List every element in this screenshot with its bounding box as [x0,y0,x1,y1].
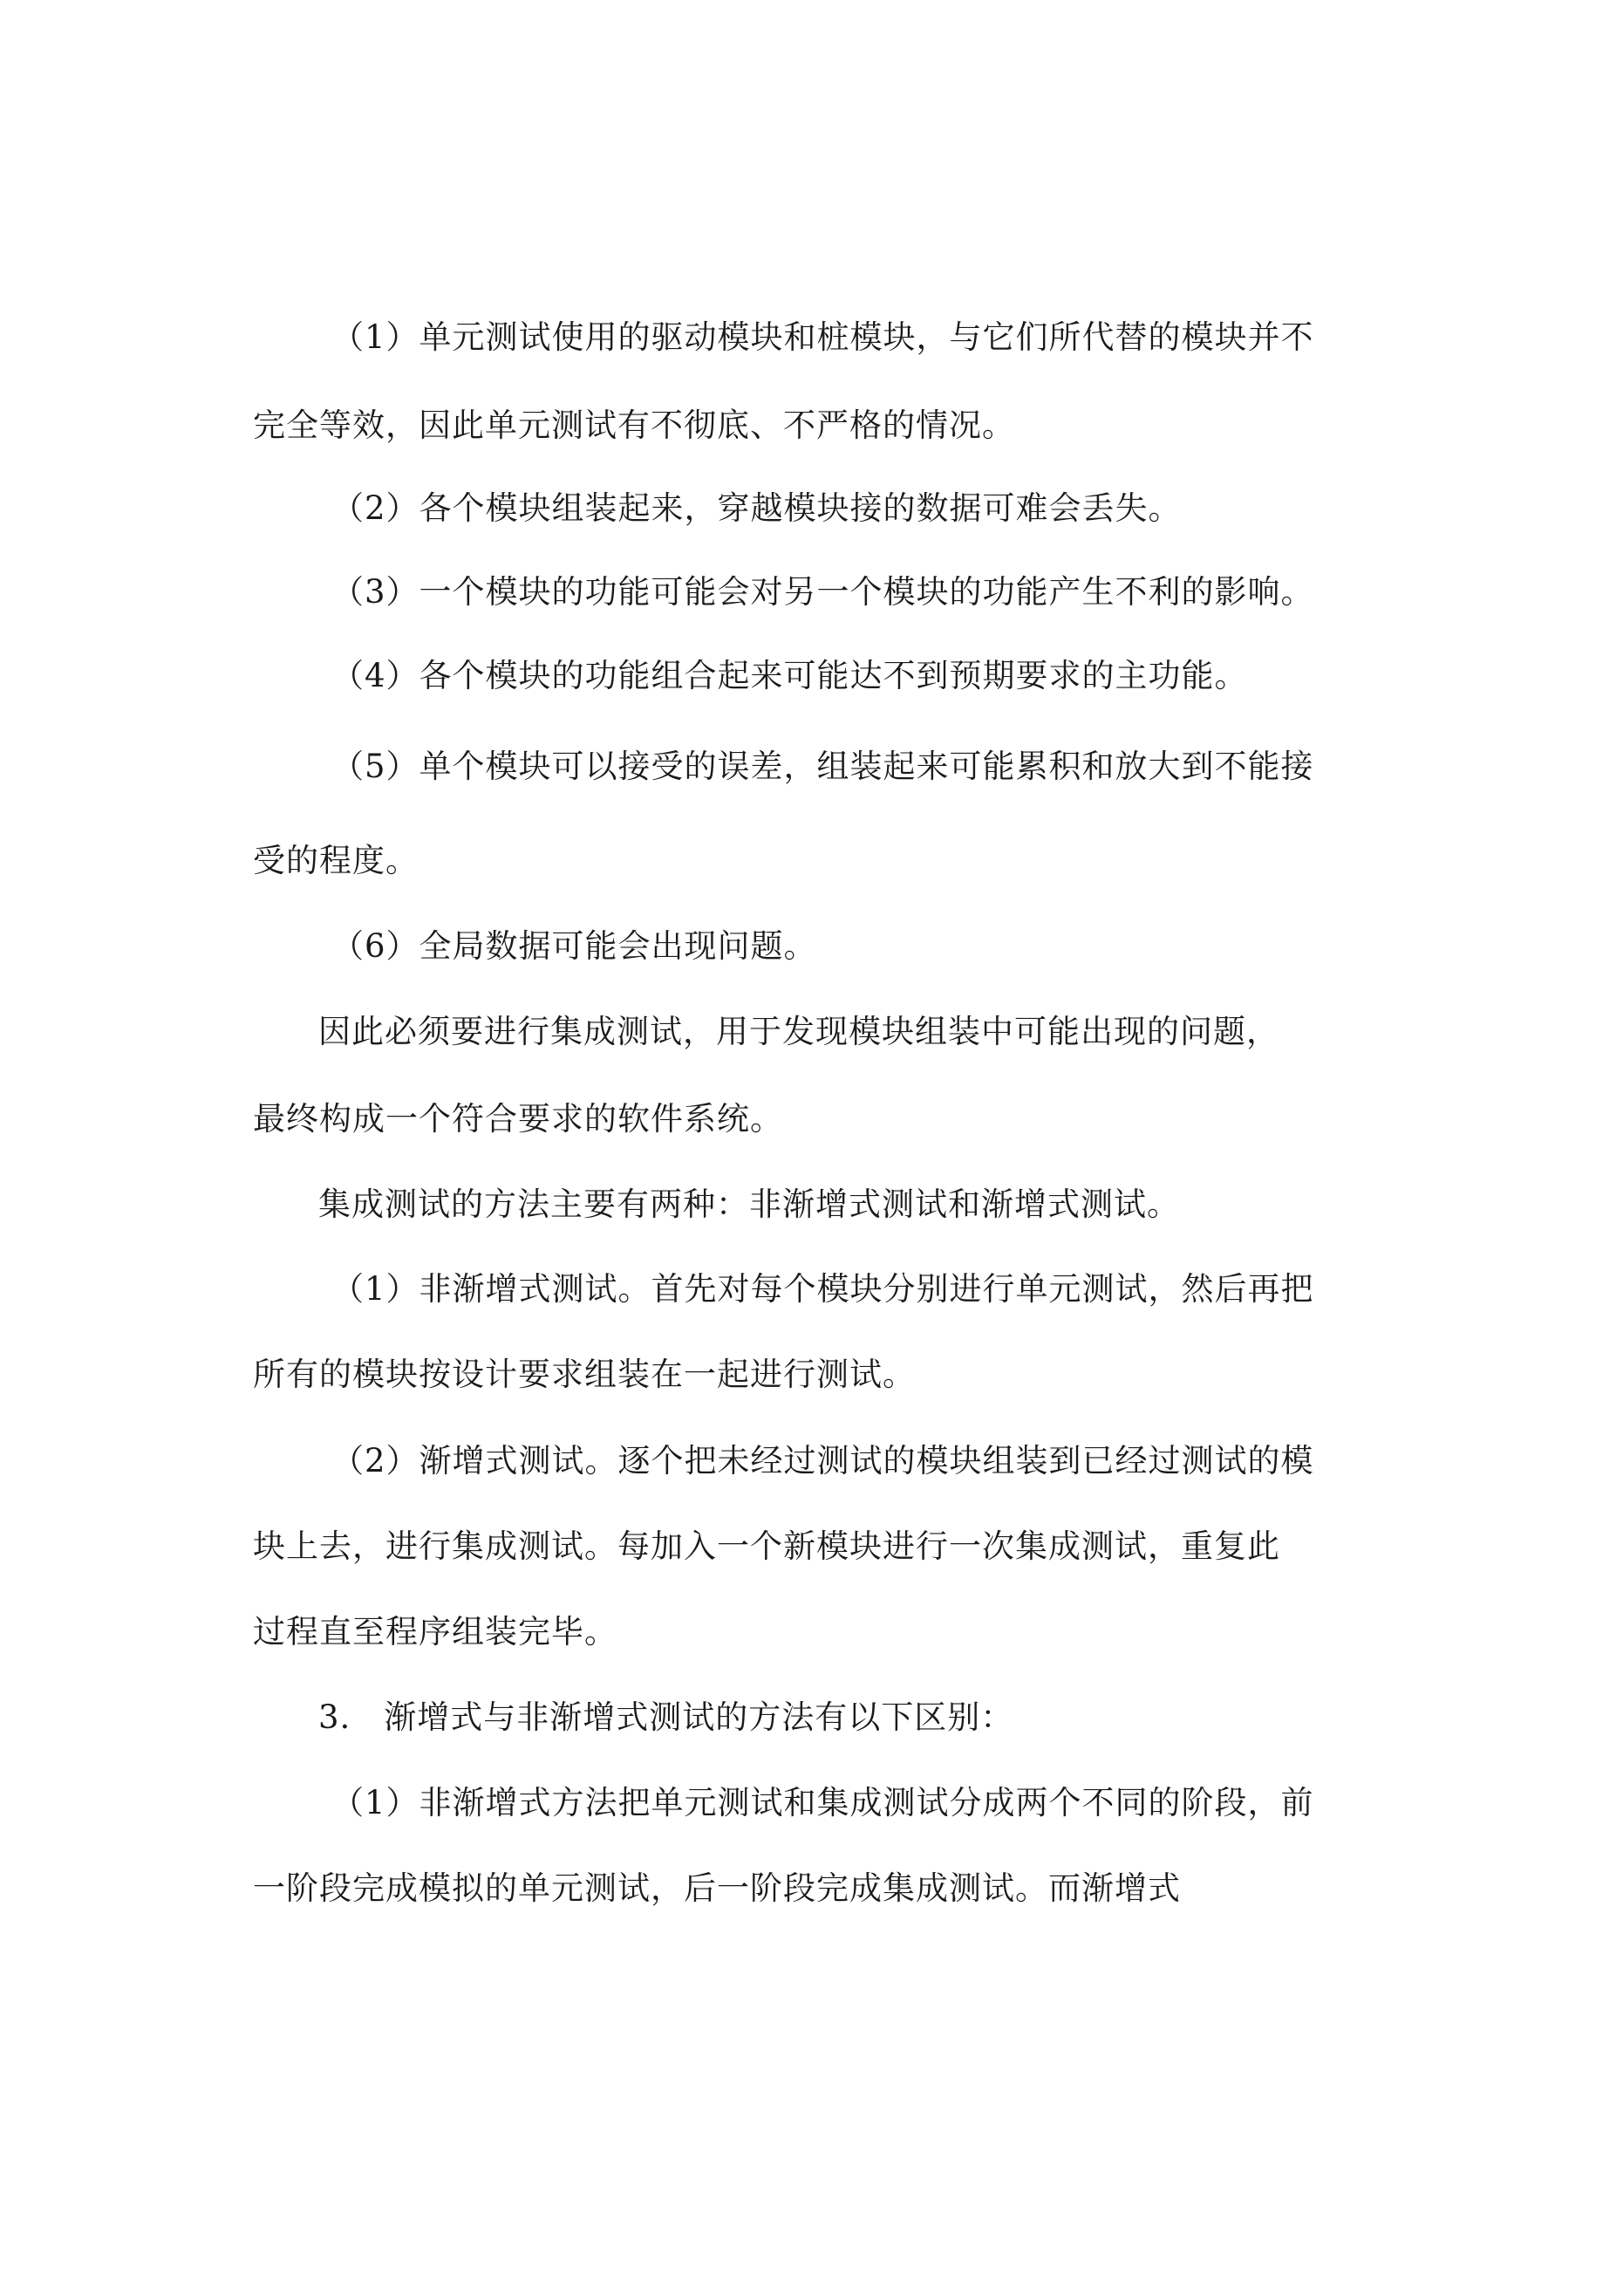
paragraph-line: （2）渐增式测试。逐个把未经过测试的模块组装到已经过测试的模 [331,1442,1314,1479]
paragraph-line: 完全等效，因此单元测试有不彻底、不严格的情况。 [253,407,1015,444]
paragraph-line: （3）一个模块的功能可能会对另一个模块的功能产生不利的影响。 [331,573,1314,611]
paragraph-line: 受的程度。 [253,842,419,879]
paragraph-line: 最终构成一个符合要求的软件系统。 [253,1100,783,1138]
paragraph-line: 3. 渐增式与非渐增式测试的方法有以下区别： [318,1698,1014,1736]
paragraph-line: （2）各个模块组装起来，穿越模块接的数据可难会丢失。 [331,489,1182,527]
paragraph-line: （4）各个模块的功能组合起来可能达不到预期要求的主功能。 [331,657,1248,694]
paragraph-line: （1）单元测试使用的驱动模块和桩模块，与它们所代替的模块并不 [331,318,1314,356]
paragraph-line: 块上去，进行集成测试。每加入一个新模块进行一次集成测试，重复此 [253,1527,1280,1565]
paragraph-line: 过程直至程序组装完毕。 [253,1613,617,1650]
paragraph-line: 一阶段完成模拟的单元测试，后一阶段完成集成测试。而渐增式 [253,1869,1181,1907]
paragraph-line: （5）单个模块可以接受的误差，组装起来可能累积和放大到不能接 [331,748,1314,785]
paragraph-line: 因此必须要进行集成测试，用于发现模块组装中可能出现的问题， [318,1013,1279,1050]
paragraph-line: 所有的模块按设计要求组装在一起进行测试。 [253,1356,916,1393]
paragraph-line: （6）全局数据可能会出现问题。 [331,927,817,965]
paragraph-line: 集成测试的方法主要有两种：非渐增式测试和渐增式测试。 [318,1186,1180,1223]
paragraph-line: （1）非渐增式测试。首先对每个模块分别进行单元测试，然后再把 [331,1270,1314,1308]
paragraph-line: （1）非渐增式方法把单元测试和集成测试分成两个不同的阶段，前 [331,1784,1314,1821]
